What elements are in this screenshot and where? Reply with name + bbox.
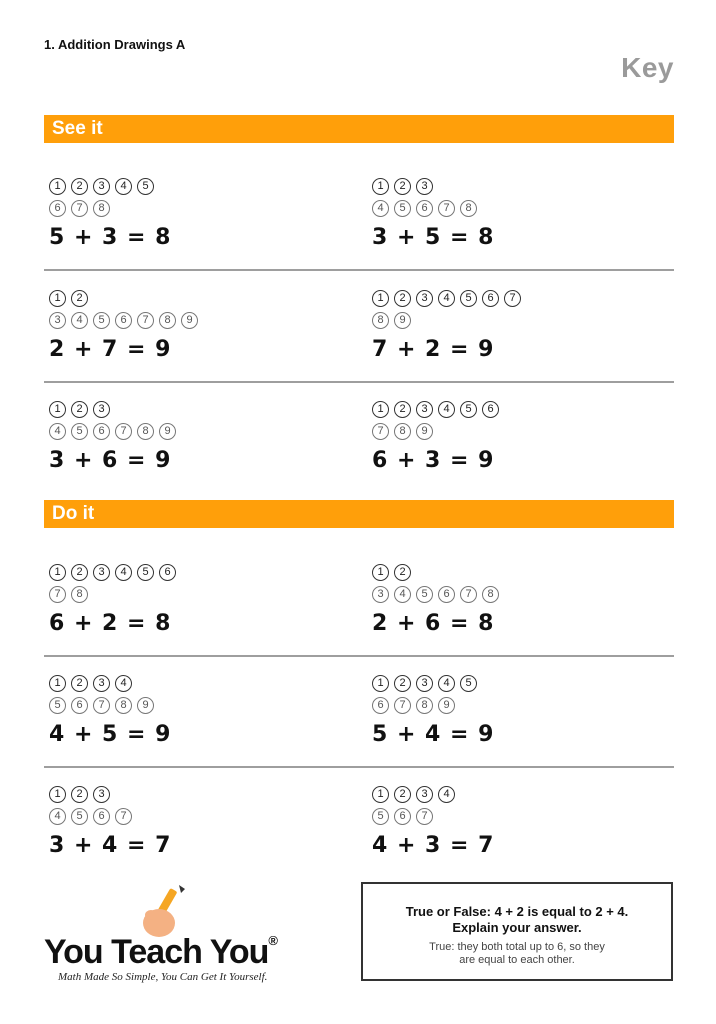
section-see-it: See it [44, 115, 674, 143]
counter-circle: 4 [71, 312, 88, 329]
counter-circle: 2 [394, 675, 411, 692]
counter-row [49, 783, 349, 805]
counter-row [49, 309, 349, 331]
counter-circle: 8 [460, 200, 477, 217]
counter-row [49, 805, 349, 827]
counter-circle: 9 [416, 423, 433, 440]
counter-circle: 5 [49, 697, 66, 714]
counter-circle: 5 [460, 401, 477, 418]
counter-circle: 2 [394, 786, 411, 803]
counter-row [49, 583, 349, 605]
counter-row [372, 805, 672, 827]
counter-circle: 3 [372, 586, 389, 603]
equation: 3 + 6 = 9 [49, 448, 172, 473]
counter-row [372, 672, 672, 694]
divider [44, 381, 674, 383]
counter-circle: 4 [115, 178, 132, 195]
counter-circle: 6 [394, 808, 411, 825]
counter-row [372, 694, 672, 716]
problem-1 [49, 175, 349, 250]
counter-circle: 5 [93, 312, 110, 329]
problem-4 [372, 287, 672, 362]
worksheet-title: 1. Addition Drawings A [44, 37, 186, 52]
problem-2 [372, 175, 672, 250]
counter-circle: 6 [93, 423, 110, 440]
counter-circle: 9 [159, 423, 176, 440]
counter-circle: 4 [438, 675, 455, 692]
counter-circle: 1 [49, 401, 66, 418]
counter-circle: 7 [416, 808, 433, 825]
counter-row [372, 783, 672, 805]
counter-circle: 6 [159, 564, 176, 581]
problem-10 [372, 672, 672, 747]
equation: 4 + 5 = 9 [49, 722, 172, 747]
counter-circle: 7 [460, 586, 477, 603]
counter-row [49, 287, 349, 309]
counter-circle: 1 [372, 178, 389, 195]
counter-circle: 6 [416, 200, 433, 217]
problem-8 [372, 561, 672, 636]
counter-circle: 8 [93, 200, 110, 217]
divider [44, 269, 674, 271]
counter-circle: 4 [394, 586, 411, 603]
counter-circle: 6 [482, 401, 499, 418]
key-label: Key [621, 52, 674, 83]
counter-circle: 2 [394, 401, 411, 418]
counter-circle: 4 [438, 290, 455, 307]
counter-row [372, 309, 672, 331]
counter-row [372, 420, 672, 442]
counter-circle: 1 [372, 786, 389, 803]
counter-circle: 8 [137, 423, 154, 440]
counter-circle: 1 [49, 290, 66, 307]
divider [44, 766, 674, 768]
counter-circle: 5 [460, 675, 477, 692]
divider [44, 655, 674, 657]
counter-circle: 8 [71, 586, 88, 603]
counter-circle: 9 [181, 312, 198, 329]
equation: 5 + 3 = 8 [49, 225, 172, 250]
counter-circle: 7 [115, 423, 132, 440]
counter-row [372, 583, 672, 605]
counter-circle: 3 [93, 786, 110, 803]
counter-circle: 8 [416, 697, 433, 714]
counter-circle: 8 [482, 586, 499, 603]
counter-circle: 1 [372, 401, 389, 418]
equation: 5 + 4 = 9 [372, 722, 495, 747]
counter-circle: 8 [372, 312, 389, 329]
counter-circle: 3 [416, 290, 433, 307]
problem-12 [372, 783, 672, 858]
true-false-question: True or False: 4 + 2 is equal to 2 + 4. Explain your answer. [405, 904, 629, 935]
equation: 2 + 7 = 9 [49, 337, 172, 362]
counter-circle: 7 [71, 200, 88, 217]
true-false-answer: True: they both total up to 6, so they are equal to each other. [429, 941, 605, 966]
counter-circle: 6 [71, 697, 88, 714]
counter-circle: 3 [93, 675, 110, 692]
counter-row [49, 672, 349, 694]
counter-circle: 1 [372, 290, 389, 307]
counter-row [372, 287, 672, 309]
counter-row [49, 420, 349, 442]
counter-circle: 1 [372, 564, 389, 581]
counter-circle: 5 [137, 564, 154, 581]
equation: 7 + 2 = 9 [372, 337, 495, 362]
counter-circle: 2 [394, 290, 411, 307]
problem-3 [49, 287, 349, 362]
counter-circle: 8 [115, 697, 132, 714]
counter-circle: 2 [71, 401, 88, 418]
counter-row [372, 175, 672, 197]
counter-circle: 8 [394, 423, 411, 440]
counter-row [49, 197, 349, 219]
counter-circle: 6 [438, 586, 455, 603]
counter-circle: 2 [394, 564, 411, 581]
counter-circle: 5 [416, 586, 433, 603]
counter-circle: 3 [93, 564, 110, 581]
equation: 6 + 2 = 8 [49, 611, 172, 636]
counter-circle: 5 [460, 290, 477, 307]
counter-circle: 4 [115, 564, 132, 581]
counter-circle: 3 [49, 312, 66, 329]
counter-circle: 2 [71, 675, 88, 692]
counter-circle: 4 [372, 200, 389, 217]
problem-5 [49, 398, 349, 473]
equation: 3 + 4 = 7 [49, 833, 172, 858]
counter-circle: 4 [49, 423, 66, 440]
counter-row [49, 561, 349, 583]
counter-row [49, 398, 349, 420]
counter-circle: 2 [71, 786, 88, 803]
counter-circle: 6 [93, 808, 110, 825]
equation: 2 + 6 = 8 [372, 611, 495, 636]
counter-circle: 8 [159, 312, 176, 329]
counter-circle: 3 [416, 786, 433, 803]
problem-7 [49, 561, 349, 636]
counter-circle: 3 [93, 401, 110, 418]
counter-circle: 9 [137, 697, 154, 714]
counter-circle: 2 [71, 564, 88, 581]
logo-text: You Teach You® [44, 933, 277, 971]
counter-circle: 7 [372, 423, 389, 440]
problem-6 [372, 398, 672, 473]
counter-circle: 5 [372, 808, 389, 825]
equation: 6 + 3 = 9 [372, 448, 495, 473]
counter-circle: 4 [115, 675, 132, 692]
counter-circle: 7 [394, 697, 411, 714]
counter-circle: 2 [394, 178, 411, 195]
counter-circle: 5 [394, 200, 411, 217]
equation: 4 + 3 = 7 [372, 833, 495, 858]
counter-row [372, 561, 672, 583]
counter-row [372, 197, 672, 219]
counter-circle: 7 [49, 586, 66, 603]
problem-9 [49, 672, 349, 747]
counter-row [49, 694, 349, 716]
counter-circle: 4 [438, 401, 455, 418]
counter-circle: 5 [137, 178, 154, 195]
counter-circle: 6 [49, 200, 66, 217]
counter-circle: 3 [416, 401, 433, 418]
counter-circle: 7 [93, 697, 110, 714]
counter-circle: 2 [71, 290, 88, 307]
counter-circle: 3 [93, 178, 110, 195]
logo [44, 885, 304, 995]
counter-circle: 1 [49, 178, 66, 195]
equation: 3 + 5 = 8 [372, 225, 495, 250]
counter-circle: 6 [482, 290, 499, 307]
counter-circle: 5 [71, 808, 88, 825]
counter-circle: 1 [372, 675, 389, 692]
counter-circle: 7 [504, 290, 521, 307]
counter-circle: 3 [416, 178, 433, 195]
counter-circle: 1 [49, 786, 66, 803]
counter-row [372, 398, 672, 420]
counter-circle: 5 [71, 423, 88, 440]
counter-circle: 9 [394, 312, 411, 329]
counter-circle: 4 [438, 786, 455, 803]
counter-circle: 4 [49, 808, 66, 825]
counter-circle: 9 [438, 697, 455, 714]
counter-circle: 7 [137, 312, 154, 329]
logo-tagline: Math Made So Simple, You Can Get It Yourself. [58, 971, 268, 983]
true-false-box [361, 882, 673, 981]
counter-circle: 2 [71, 178, 88, 195]
counter-circle: 6 [372, 697, 389, 714]
counter-circle: 7 [115, 808, 132, 825]
counter-circle: 1 [49, 675, 66, 692]
counter-row [49, 175, 349, 197]
section-do-it: Do it [44, 500, 674, 528]
counter-circle: 3 [416, 675, 433, 692]
counter-circle: 7 [438, 200, 455, 217]
problem-11 [49, 783, 349, 858]
counter-circle: 6 [115, 312, 132, 329]
counter-circle: 1 [49, 564, 66, 581]
